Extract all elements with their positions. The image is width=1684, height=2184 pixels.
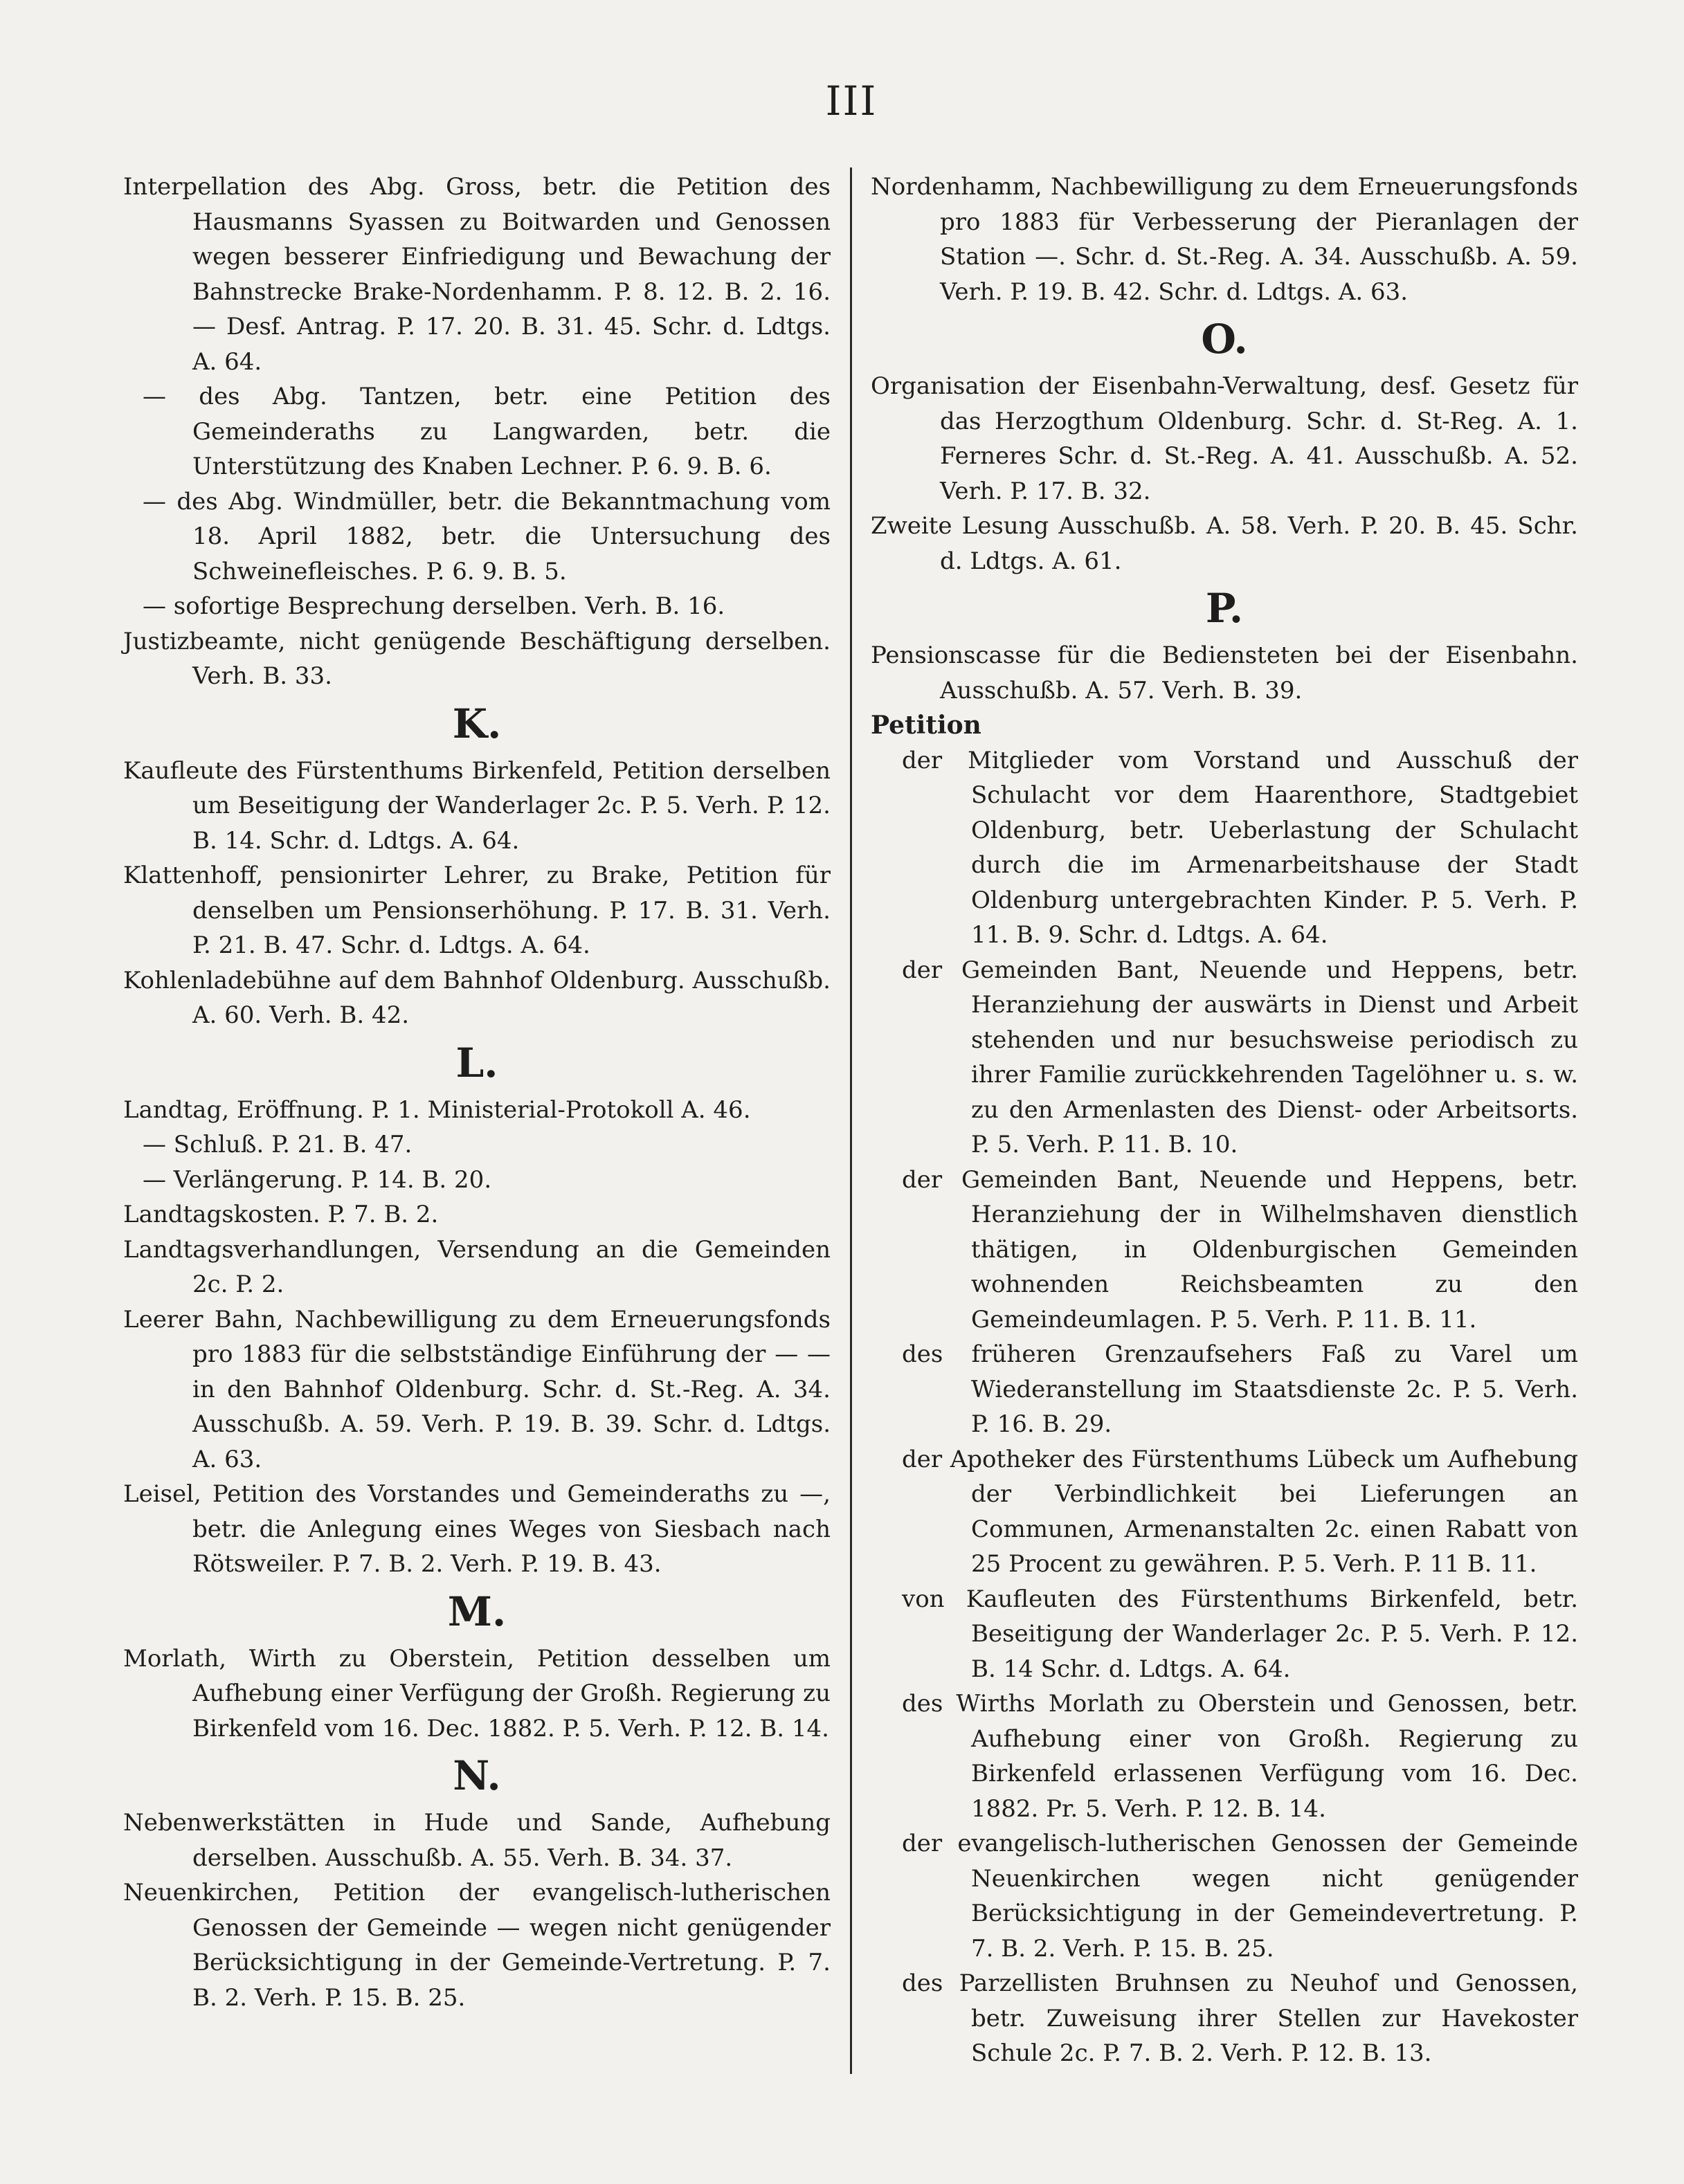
index-subentry: — Verlängerung. P. 14. B. 20.: [143, 1165, 492, 1194]
index-entry: Landtag, Eröffnung. P. 1. Ministerial-Protokoll A. 46.: [123, 1095, 751, 1124]
right-column: [871, 170, 1578, 2071]
index-entry: Leisel, Petition des Vorstandes und Gemeinderaths zu —, betr. die Anlegung eines Weges von Siesbach nach Rötsweiler. P. 7. B. 2. Verh. P. 19. B. 43.: [123, 1480, 831, 1578]
petition-subentry: des Parzellisten Bruhnsen zu Neuhof und Genossen, betr. Zuweisung ihrer Stellen zur Havekoster Schule 2c. P. 7. B. 2. Verh. P. 12. B. 13.: [902, 1969, 1578, 2067]
index-entry: Kohlenladebühne auf dem Bahnhof Oldenburg. Ausschußb. A. 60. Verh. B. 42.: [123, 966, 831, 1029]
petition-subentry: des früheren Grenzaufsehers Faß zu Varel um Wiederanstellung im Staatsdienste 2c. P. 5. Verh. P. 16. B. 29.: [902, 1340, 1578, 1438]
group-heading: Petition: [871, 711, 981, 740]
index-entry: Neuenkirchen, Petition der evangelisch-lutherischen Genossen der Gemeinde — wegen nicht genügender Berücksichtigung in der Gemeinde-Vertretung. P. 7. B. 2. Verh. P. 15. B. 25.: [123, 1879, 831, 2012]
index-entry: Landtagsverhandlungen, Versendung an die Gemeinden 2c. P. 2.: [123, 1235, 831, 1298]
petition-subentry: der Apotheker des Fürstenthums Lübeck um Aufhebung der Verbindlichkeit bei Lieferungen an Communen, Armenanstalten 2c. einen Rabatt von 25 Procent zu gewähren. P. 5. Verh. P. 11 B. 11.: [902, 1445, 1578, 1578]
index-entry: Kaufleute des Fürstenthums Birkenfeld, Petition derselben um Beseitigung der Wanderlager 2c. P. 5. Verh. P. 12. B. 14. Schr. d. Ldtgs. A. 64.: [123, 756, 831, 855]
petition-subentry: der evangelisch-lutherischen Genossen der Gemeinde Neuenkirchen wegen nicht genügender Berücksichtigung in der Gemeindevertretung. P. 7. B. 2. Verh. P. 15. B. 25.: [902, 1830, 1578, 1963]
petition-subentry: der Gemeinden Bant, Neuende und Heppens, betr. Heranziehung der auswärts in Dienst und Arbeit stehenden und nur besuchsweise periodisch zu ihrer Familie zurückkehrenden Tagelöhner u. s. w. zu den Armenlasten des Dienst- oder Arbeitsorts. P. 5. Verh. P. 11. B. 10.: [902, 956, 1578, 1158]
index-subentry: — des Abg. Windmüller, betr. die Bekanntmachung vom 18. April 1882, betr. die Untersuchung des Schweinefleisches. P. 6. 9. B. 5.: [143, 487, 831, 585]
section-letter-heading: K.: [452, 700, 502, 747]
section-letter-heading: O.: [1201, 316, 1248, 363]
petition-subentry: der Mitglieder vom Vorstand und Ausschuß der Schulacht vor dem Haarenthore, Stadtgebiet Oldenburg, betr. Ueberlastung der Schulacht durch die im Armenarbeitshause der Stadt Oldenburg untergebrachten Kinder. P. 5. Verh. P. 11. B. 9. Schr. d. Ldtgs. A. 64.: [902, 746, 1578, 949]
index-entry: Morlath, Wirth zu Oberstein, Petition desselben um Aufhebung einer Verfügung der Großh. Regierung zu Birkenfeld vom 16. Dec. 1882. P. 5. Verh. P. 12. B. 14.: [123, 1644, 831, 1742]
column-divider: [850, 167, 852, 2074]
index-entry: Landtagskosten. P. 7. B. 2.: [123, 1201, 439, 1228]
section-letter-heading: M.: [447, 1587, 507, 1635]
section-letter-heading: N.: [453, 1752, 501, 1799]
page-number: III: [825, 78, 878, 125]
index-entry: Interpellation des Abg. Gross, betr. die Petition des Hausmanns Syassen zu Boitwarden und Genossen wegen besserer Einfriedigung und Bewachung der Bahnstrecke Brake-Nordenhamm. P. 8. 12. B. 2. 16. — Desf. Antrag. P. 17. 20. B. 31. 45. Schr. d. Ldtgs. A. 64.: [123, 173, 831, 376]
index-entry: Zweite Lesung Ausschußb. A. 58. Verh. P. 20. B. 45. Schr. d. Ldtgs. A. 61.: [871, 512, 1578, 575]
index-entry: Organisation der Eisenbahn-Verwaltung, desf. Gesetz für das Herzogthum Oldenburg. Schr. d. St-Reg. A. 1. Ferneres Schr. d. St.-Reg. A. 41. Ausschußb. A. 52. Verh. P. 17. B. 32.: [871, 372, 1578, 505]
petition-subentry: von Kaufleuten des Fürstenthums Birkenfeld, betr. Beseitigung der Wanderlager 2c. P. 5. Verh. P. 12. B. 14 Schr. d. Ldtgs. A. 64.: [902, 1585, 1578, 1683]
section-letter-heading: L.: [455, 1039, 498, 1086]
petition-subentry: der Gemeinden Bant, Neuende und Heppens, betr. Heranziehung der in Wilhelmshaven dienstlich thätigen, in Oldenburgischen Gemeinden wohnenden Reichsbeamten zu den Gemeindeumlagen. P. 5. Verh. P. 11. B. 11.: [902, 1165, 1578, 1334]
index-subentry: — des Abg. Tantzen, betr. eine Petition des Gemeinderaths zu Langwarden, betr. die Unterstützung des Knaben Lechner. P. 6. 9. B. 6.: [143, 383, 831, 480]
index-entry: Leerer Bahn, Nachbewilligung zu dem Erneuerungsfonds pro 1883 für die selbstständige Einführung der — — in den Bahnhof Oldenburg. Schr. d. St.-Reg. A. 34. Ausschußb. A. 59. Verh. P. 19. B. 39. Schr. d. Ldtgs. A. 63.: [123, 1305, 831, 1473]
index-subentry: — sofortige Besprechung derselben. Verh. B. 16.: [143, 592, 725, 620]
petition-subentry: des Wirths Morlath zu Oberstein und Genossen, betr. Aufhebung einer von Großh. Regierung zu Birkenfeld erlassenen Verfügung vom 16. Dec. 1882. Pr. 5. Verh. P. 12. B. 14.: [902, 1690, 1578, 1823]
index-entry: Justizbeamte, nicht genügende Beschäftigung derselben. Verh. B. 33.: [123, 627, 831, 690]
left-column: [123, 170, 831, 2015]
index-subentry: — Schluß. P. 21. B. 47.: [143, 1131, 413, 1158]
index-entry: Nebenwerkstätten in Hude und Sande, Aufhebung derselben. Ausschußb. A. 55. Verh. B. 34. 37.: [123, 1809, 831, 1872]
section-letter-heading: P.: [1205, 585, 1244, 632]
index-entry: Nordenhamm, Nachbewilligung zu dem Erneuerungsfonds pro 1883 für Verbesserung der Pieranlagen der Station —. Schr. d. St.-Reg. A. 34. Ausschußb. A. 59. Verh. P. 19. B. 42. Schr. d. Ldtgs. A. 63.: [871, 173, 1578, 306]
index-entry: Klattenhoff, pensionirter Lehrer, zu Brake, Petition für denselben um Pensionserhöhung. P. 17. B. 31. Verh. P. 21. B. 47. Schr. d. Ldtgs. A. 64.: [123, 862, 831, 959]
index-entry: Pensionscasse für die Bediensteten bei der Eisenbahn. Ausschußb. A. 57. Verh. B. 39.: [871, 641, 1578, 704]
